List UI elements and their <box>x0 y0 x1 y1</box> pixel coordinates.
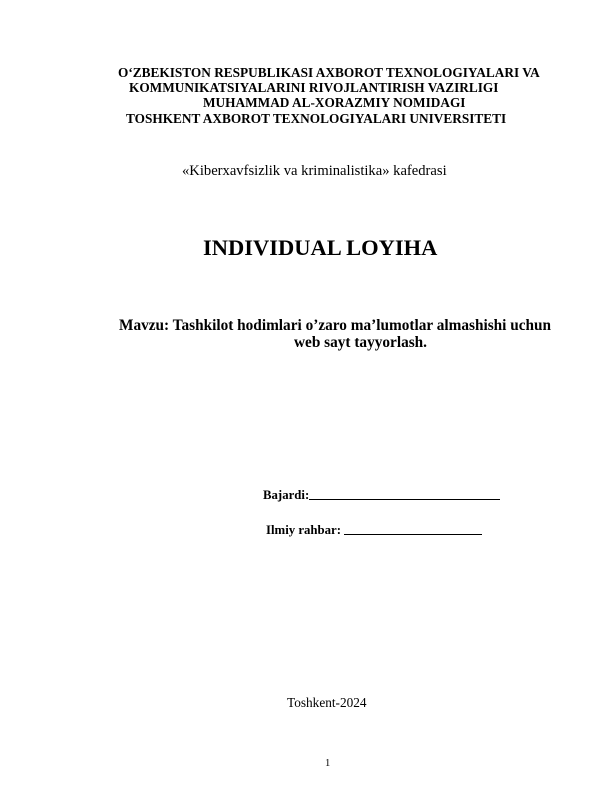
header-line-university: TOSHKENT AXBOROT TEXNOLOGIYALARI UNIVERSITETI <box>126 111 507 126</box>
supervisor-label: Ilmiy rahbar: <box>266 523 342 537</box>
supervisor-field <box>266 524 482 537</box>
document-title: INDIVIDUAL LOYIHA <box>203 235 438 260</box>
topic-line-2: web sayt tayyorlash. <box>294 334 427 351</box>
header-line-named-after: MUHAMMAD AL-XORAZMIY NOMIDAGI <box>203 95 466 110</box>
header-line-ministry-1: O‘ZBEKISTON RESPUBLIKASI AXBOROT TEXNOLOGIYALARI VA <box>118 65 540 80</box>
city-year: Toshkent-2024 <box>287 695 367 710</box>
topic-line-1: Mavzu: Tashkilot hodimlari o’zaro ma’lumotlar almashishi uchun <box>119 317 552 334</box>
performer-blank-line <box>309 498 500 500</box>
header-line-ministry-2: KOMMUNIKATSIYALARINI RIVOJLANTIRISH VAZIRLIGI <box>129 80 499 95</box>
supervisor-blank-line <box>344 533 482 535</box>
page-number: 1 <box>325 758 331 769</box>
performer-field <box>263 489 500 502</box>
performer-label: Bajardi: <box>263 488 310 502</box>
department-name: «Kiberxavfsizlik va kriminalistika» kafedrasi <box>182 163 447 179</box>
